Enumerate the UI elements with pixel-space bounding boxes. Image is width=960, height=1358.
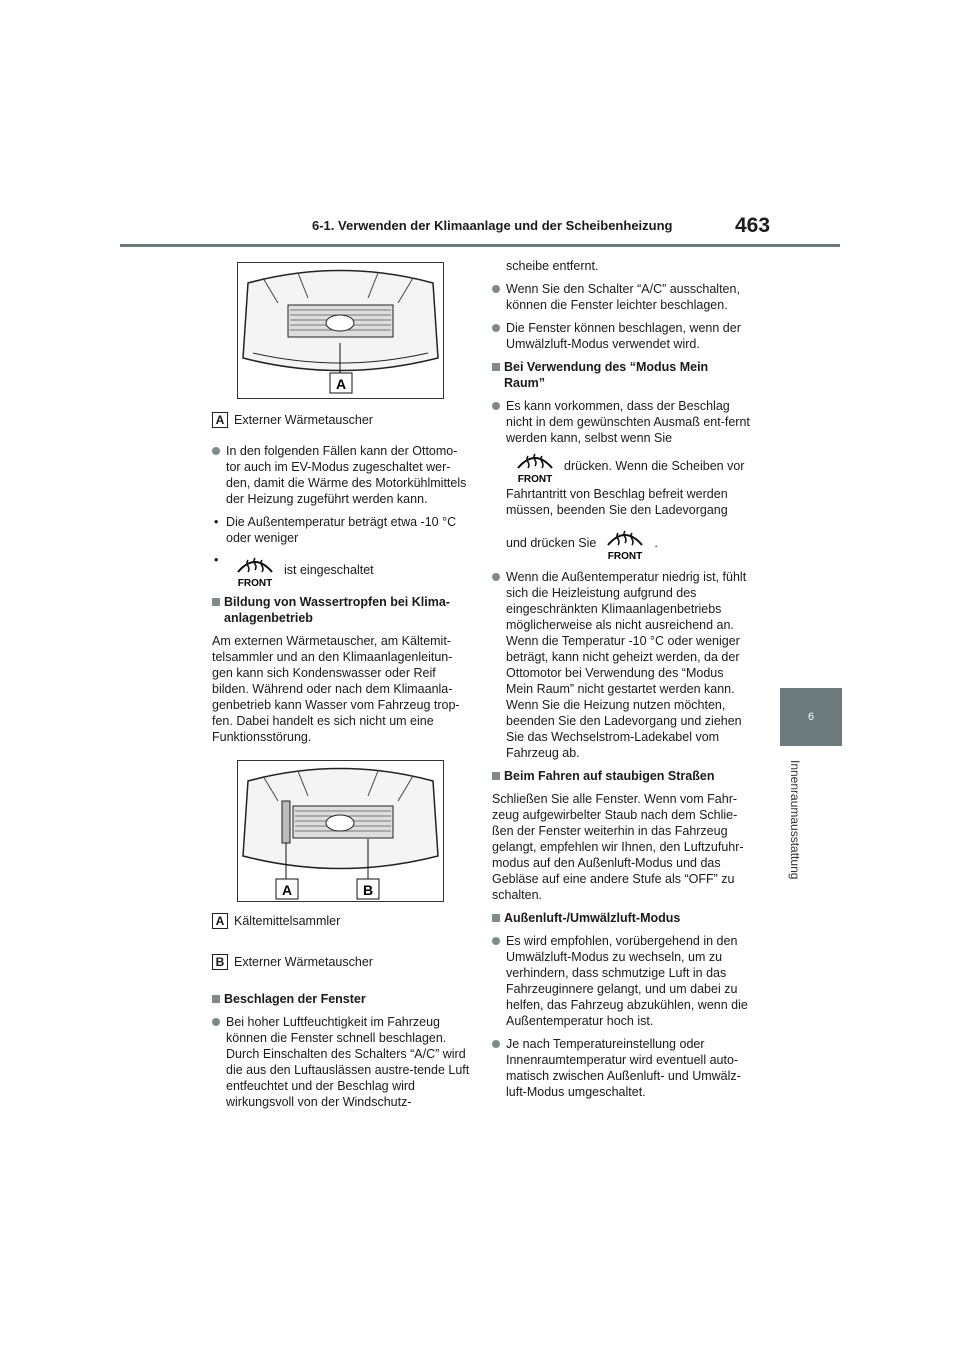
caption-text: Externer Wärmetauscher [234,955,373,969]
caption-label-a: A [212,913,228,929]
section-heading: Bei Verwendung des “Modus Mein Raum” [492,359,750,391]
page-number: 463 [735,214,771,237]
defrost-inline-row [492,448,750,484]
bullet-item: Je nach Temperatureinstellung oder Innenraumtemperatur wird eventuell auto-matisch zwischen Außenluft- und Umwälz-luft-Modus umgeschaltet. [492,1036,750,1100]
section-heading: Beschlagen der Fenster [212,991,470,1007]
svg-text:FRONT: • FRONT [237,578,273,588]
bullet-item: Wenn die Außentemperatur niedrig ist, fühlt sich die Heizleistung aufgrund des eingeschränkten Klimaanlagenbetriebs möglicherweise als nicht ausreichend an. Wenn die Temperatur -10 °C oder weniger beträgt, kann nicht geheizt werden, da der Ottomotor bei Verwendung des “Modus Mein Raum” nicht gestartet werden kann. Wenn Sie die Heizung nutzen möchten, beenden Sie den Ladevorgang und ziehen Sie das Wechselstrom-Ladekabel vom Fahrzeug ab. [492,569,750,761]
front-defroster-icon [604,525,646,561]
bullet-text: drücken. Wenn die Scheiben vor [564,459,745,473]
caption-text: Externer Wärmetauscher [234,413,373,427]
sub-item-text: ist eingeschaltet [284,563,374,577]
defrost-inline-row [492,525,750,561]
section-heading: Beim Fahren auf staubigen Straßen [492,768,750,784]
section-title: 6-1. Verwenden der Klimaanlage und der Scheibenheizung [312,218,673,233]
chapter-tab[interactable]: 6 [780,688,842,746]
sub-item: • Die Außentemperatur beträgt etwa -10 °C oder weniger [212,514,470,546]
bullet-item: In den folgenden Fällen kann der Ottomo-tor auch im EV-Modus zugeschaltet wer-den, damit die Wärme des Motorkühlmittels der Heizung zugeführt werden kann. [212,443,470,507]
section-heading: Außenluft-/Umwälzluft-Modus [492,910,750,926]
bullet-text: . [654,536,658,550]
bullet-item: Es wird empfohlen, vorübergehend in den Umwälzluft-Modus zu wechseln, um zu verhindern, dass schmutzige Luft in das Fahrzeuginnere gelangt, und um dabei zu helfen, das Fahrzeug abzukühlen, wenn die Außentemperatur hoch ist. [492,933,750,1029]
continued-text: scheibe entfernt. [506,259,599,273]
caption-label-b: B [212,954,228,970]
paragraph: Schließen Sie alle Fenster. Wenn vom Fahr-zeug aufgewirbelter Staub nach dem Schlie-ßen der Fenster weiterhin in das Fahrzeug gelangt, empfehlen wir Ihnen, den Luftzufuhr-modus auf den Außenluft-Modus und das Gebläse auf eine andere Stufe als “OFF” zu schalten. [492,792,744,902]
bullet-item: Bei hoher Luftfeuchtigkeit im Fahrzeug können die Fenster schnell beschlagen. Durch Einschalten des Schalters “A/C” wird die aus den Luftauslässen austre-tende Luft entfeuchtet und der Beschlag wird wirkungsvoll von der Windschutz- [212,1014,470,1110]
figure-2-caption-b [212,954,470,970]
bullet-text: und drücken Sie [506,536,597,550]
figure-callout-a: A [281,882,293,898]
caption-text: Kältemittelsammler [234,914,341,928]
header-rule [120,244,840,247]
caption-label-a: A [212,412,228,428]
svg-text:FRONT: FRONT [517,474,553,484]
engine-bay-illustration-1 [237,262,444,399]
svg-text:FRONT: FRONT [608,551,643,561]
bullet-item: Es kann vorkommen, dass der Beschlag nicht in dem gewünschten Ausmaß ent-fernt werden kann, selbst wenn Sie [492,398,750,446]
chapter-label: Innenraumausstattung [788,760,802,880]
bullet-item: Die Fenster können beschlagen, wenn der Umwälzluft-Modus verwendet wird. [492,320,750,352]
front-defroster-icon [234,552,276,588]
figure-2-caption-a [212,913,470,929]
engine-bay-illustration-2 [237,760,444,902]
figure-callout-a: A [335,376,347,392]
sub-item-defrost [212,552,470,588]
figure-1-caption [212,412,470,428]
bullet-item: Wenn Sie den Schalter “A/C” ausschalten, können die Fenster leichter beschlagen. [492,281,750,313]
paragraph: Am externen Wärmetauscher, am Kältemit-telsammler und an den Klimaanlagenleitun-gen kann sich Kondenswasser oder Reif bilden. Während oder nach dem Klimaanla-genbetrieb kann Wasser vom Fahrzeug trop-fen. Dabei handelt es sich nicht um eine Funktionsstörung. [212,634,460,744]
bullet-text: Fahrtantritt von Beschlag befreit werden müssen, beenden Sie den Ladevorgang [506,487,728,517]
figure-engine-bay-2 [237,760,442,900]
front-defroster-icon [514,448,556,484]
figure-engine-bay-1 [237,262,442,397]
section-heading: Bildung von Wassertropfen bei Klima-anlagenbetrieb [212,594,470,626]
figure-callout-b: B [362,882,374,898]
